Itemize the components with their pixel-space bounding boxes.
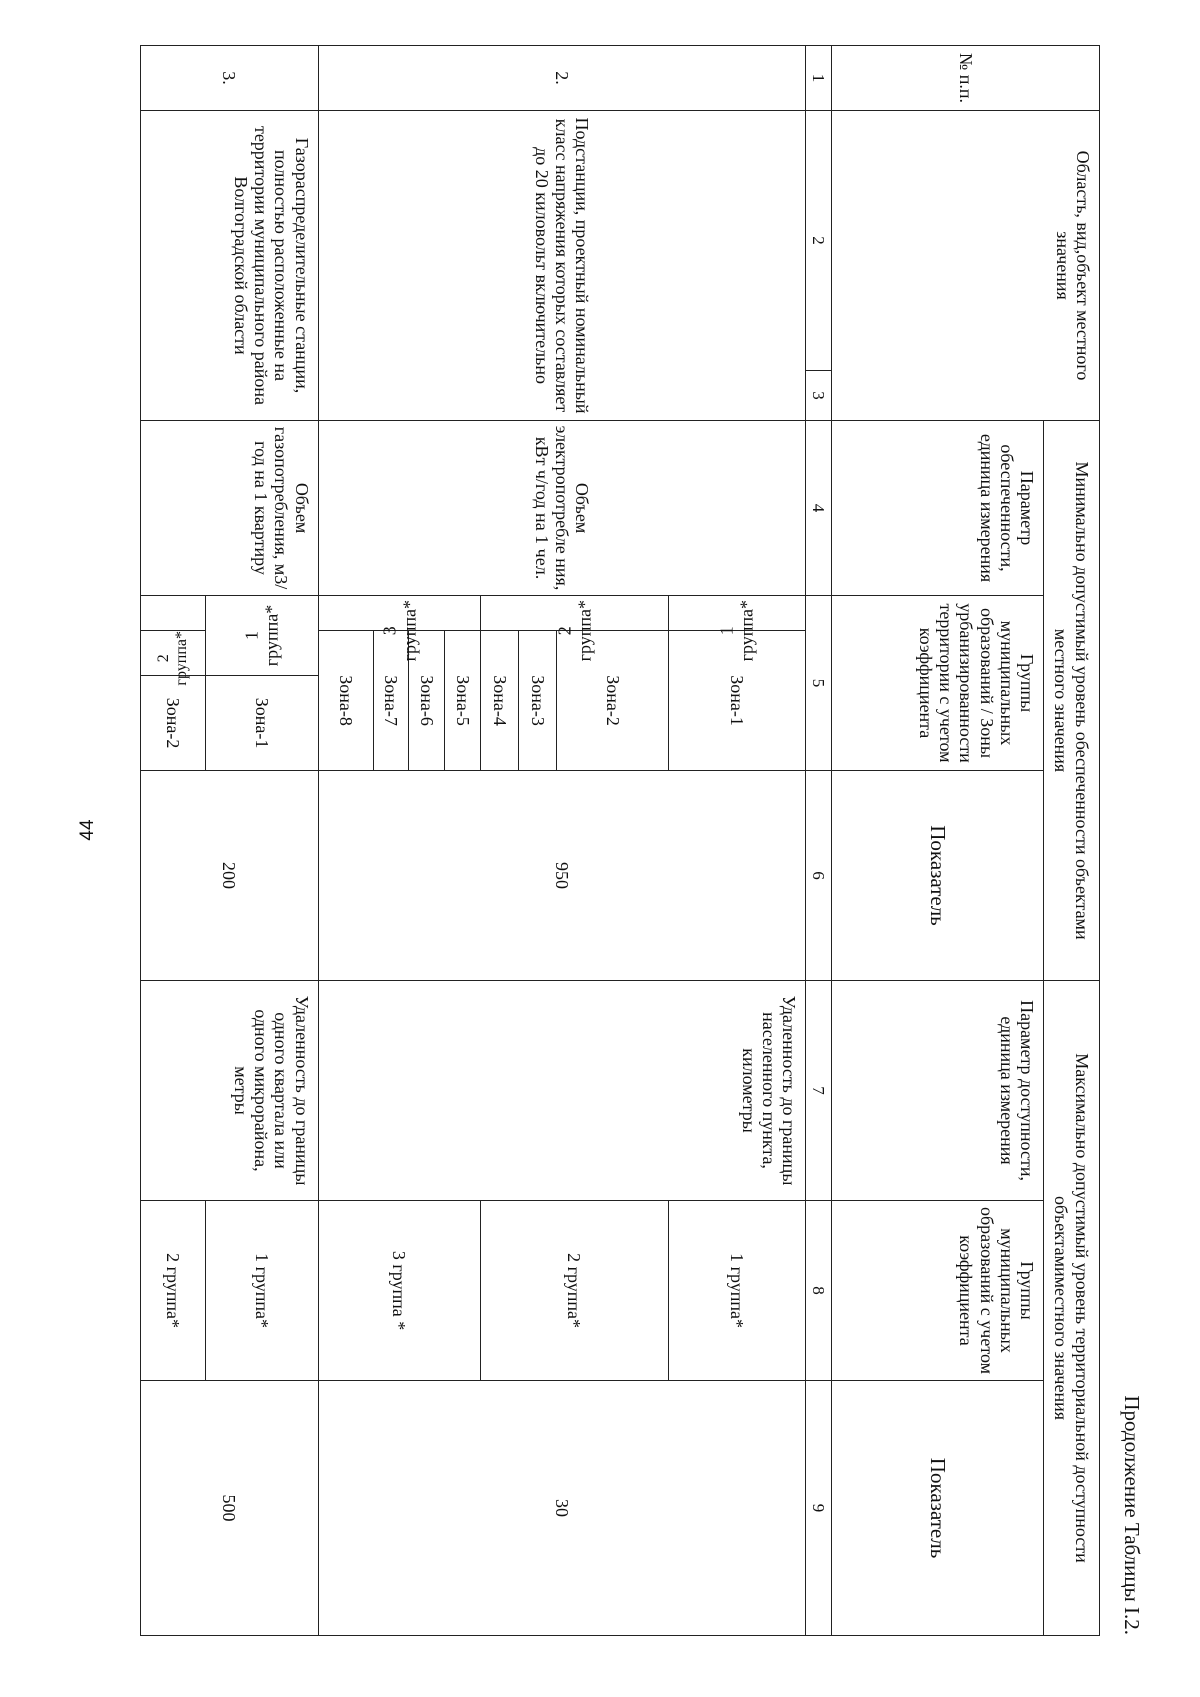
col-num-8: 8 [806,1201,832,1381]
col-num-5: 5 [806,596,832,771]
row-object: Подстанции, проектный номинальный класс напряжения которых составляет до 20 киловольт включительно [318,111,805,421]
page-number: 44 [77,819,98,841]
row-group: 3 группа* [318,596,481,631]
data-table [140,45,1100,1636]
header-max-value: Показатель [832,1381,1044,1636]
row-zone: Зона-1 [668,631,805,771]
table-caption: Продолжение Таблицы I.2. [1120,1395,1144,1635]
header-max-groups: Группы муниципальных образований с учетом коэффициента [832,1201,1044,1381]
col-num-7: 7 [806,981,832,1201]
row-zone: Зона-3 [519,631,557,771]
header-min-level: Минимально допустимый уровень обеспеченности объектами местного значения [1043,421,1099,981]
row-max-param: Удаленность до границы одного квартала или одного микрорайона, метры [141,981,319,1201]
row-zone: Зона-5 [445,631,481,771]
row-zone: Зона-7 [373,631,408,771]
row-max-group: 1 группа* [206,1201,318,1381]
row-zone: Зона-6 [408,631,444,771]
row-zone: Зона-4 [481,631,519,771]
row-group-spacer [141,596,206,631]
row-max-group: 1 группа* [668,1201,805,1381]
row-zone: Зона-2 [141,676,206,771]
column-number-row [806,46,832,1636]
row-max-param: Удаленность до границы населенного пункта, километры [318,981,805,1201]
header-max-level: Максимально допустимый уровень территориальной доступности объектамиместного значения [1043,981,1099,1636]
row-group: 2 группа* [141,631,206,676]
row-min-value: 950 [318,771,805,981]
header-min-value: Показатель [832,771,1044,981]
table-row [206,46,318,1636]
row-group: 2 группа* [481,596,669,631]
row-min-param: Объем газопотребления, м3/год на 1 квартиру [141,421,319,596]
row-max-group: 2 группа* [141,1201,206,1381]
row-zone: Зона-2 [557,631,668,771]
row-zone: Зона-8 [318,631,373,771]
header-min-groups: Группы муниципальных образований / Зоны урбанизированности территории с учетом коэффициента [832,596,1044,771]
col-num-2: 2 [806,111,832,371]
header-object: Область, вид,объект местного значения [832,111,1100,421]
table-row [668,46,805,1636]
row-number: 3. [141,46,319,111]
header-no: № п.п. [832,46,1100,111]
row-zone: Зона-1 [206,676,318,771]
col-num-3: 3 [806,371,832,421]
header-max-param: Параметр доступности, единица измерения [832,981,1044,1201]
row-number: 2. [318,46,805,111]
header-min-param: Параметр обеспеченности, единица измерения [832,421,1044,596]
row-object: Газораспределительные станции, полностью расположенные на территории муниципального района Волгоградской области [141,111,319,421]
col-num-4: 4 [806,421,832,596]
col-num-1: 1 [806,46,832,111]
header-row-top [1043,46,1099,1636]
row-max-value: 30 [318,1381,805,1636]
col-num-6: 6 [806,771,832,981]
row-group: 1 группа* [668,596,805,631]
col-num-9: 9 [806,1381,832,1636]
row-max-group: 3 группа * [318,1201,481,1381]
row-max-value: 500 [141,1381,319,1636]
row-min-value: 200 [141,771,319,981]
rotated-page-content [140,45,1144,1635]
row-min-param: Объем электропотребле ния, кВт ч/год на 1 чел. [318,421,805,596]
row-max-group: 2 группа* [481,1201,669,1381]
row-group: 1 группа* [206,596,318,676]
